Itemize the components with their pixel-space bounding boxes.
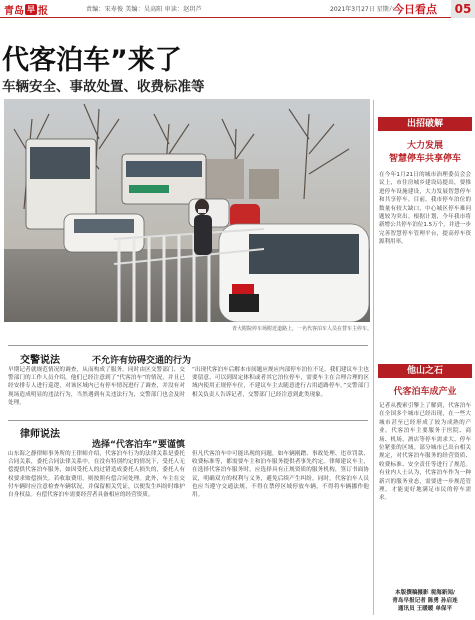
sidebar-head-examples: 他山之石 bbox=[378, 364, 472, 378]
news-photo bbox=[4, 99, 370, 322]
credits-line-2: 青岛早报记者 陈勇 孙启连 bbox=[392, 598, 458, 604]
section-tag-lawyer: 律师说法 bbox=[20, 429, 60, 440]
photo-caption: 青大附院停车场附近道路上，一名代客泊车人员在替车主停车。 bbox=[231, 326, 372, 332]
sidebar-text-1: 在今年1月21日的城市治理委员会会议上，市住房城乡建设局提出，要推进停车设施建设，大力发展智慧停车和共享停车。目前，我市停车泊位的数量有较大缺口，中心城区停车难问题较为突出。根据计划，今年我市将新增公共停车泊位1.5万个，并进一步完善智慧停车管理平台，提高停车资源利用率。 bbox=[379, 172, 471, 246]
body-text-traffic-col2: “出现代客泊车后解本市间题应规应内部停车泊位不足，我们建议车主也要留意，可以到固定体积或者其它泊位停车，需要车主在合理合理的区域内使用正规停车位，不建议车主去随意进行占用道路停车。”交警部门相关负责人告诉记者，交警部门已经注意到此类现象。 bbox=[192, 367, 369, 398]
street-parking-photo bbox=[4, 99, 370, 322]
article-subheadline: 车辆安全、事故处置、收费标准等 bbox=[2, 79, 205, 95]
newspaper-logo bbox=[4, 2, 48, 16]
sidebar-title-2: 代客泊车成产业 bbox=[393, 387, 457, 397]
sidebar-title-1a: 大力发展 bbox=[406, 141, 443, 151]
sidebar-head-solutions: 出招破解 bbox=[378, 117, 472, 131]
article-headline: 代客泊车”来了 bbox=[2, 45, 182, 76]
sidebar-text-2: 记者从搜索引擎上了解到，代客泊车在全国多个城市已经出现，在一些大城市甚至已经形成了较为成熟的产业。代客泊车主要服务于医院、商场、机场、酒店等停车需求大、停车位紧张的区域。部分城市已出台相关规定，对代客泊车服务的经营资质、收费标准、安全责任等进行了规范。有业内人士认为，代客泊车作为一种新兴的服务业态，需要进一步规范管理，才能更好地满足市民的停车需求。 bbox=[379, 403, 471, 502]
sidebar bbox=[375, 100, 475, 620]
section-divider bbox=[8, 420, 368, 421]
page-header bbox=[0, 0, 475, 18]
section-divider bbox=[8, 345, 368, 346]
body-text-traffic-col1: 早期记者就规范情况的调查，从而构成了服务。同时由区交警部门、交警部门的工作人员介绍，他们已经注意到了“代客泊车”的情况，并且已经安排专人进行巡逻，对该区域内已有停车情况进行了调查，并没有对现场造成明显的违法行为，当然遇到有关违法行为，交警部门也会及时处理。 bbox=[8, 367, 185, 406]
logo-badge: 早 bbox=[27, 4, 35, 14]
section-name: 今日看点 bbox=[393, 3, 437, 16]
section-title-traffic-police: 不允许有妨碍交通的行为 bbox=[92, 356, 192, 366]
credits-line-3: 通讯员 王暖暖 单保平 bbox=[397, 606, 453, 612]
body-text-lawyer-col1: 山东海之静律师事务所的王律师介绍，代客泊车行为的法律关系是委托合同关系，委托合同法律关系中，在没有特别约定的情况下，受托人无偿提供代客泊车服务，如因受托人的过错造成委托人损失的，委托人有权要求赔偿损失。若收取费用，则按照有偿合同处理。此外，车主在交付车辆时应注意检查车辆状况，并保留相关凭证，以便发生纠纷时维护自身权益。有偿代客泊车需要经营者具备相应的经营资质。 bbox=[8, 451, 185, 499]
section-title-lawyer: 选择“代客泊车”要谨慎 bbox=[92, 440, 185, 450]
logo-text-right: 报 bbox=[38, 5, 48, 17]
editor-credits: 责编：宋寿俊 美编：吴高阳 审读：赵玥芦 bbox=[86, 6, 202, 13]
issue-date: 2021年3月27日 星期六 bbox=[330, 6, 395, 13]
sidebar-title-1b: 智慧停车共享停车 bbox=[388, 154, 461, 164]
column-divider bbox=[373, 100, 374, 615]
credits-line-1: 本版撰稿摄影 观海新闻/ bbox=[395, 590, 455, 596]
body-text-lawyer-col2: 但凡代客泊车中可能出现的问题，如车辆剐蹭、事故处理、违章罚款、收费标准等，都需要车主和泊车服务提供者事先约定。律师建议车主，在选择代客泊车服务时，应选择具有正规资质的服务机构，签订书面协议，明确双方的权利与义务，避免后续产生纠纷。同时，代客泊车人员也应当遵守交通法规，不得在禁停区域停放车辆，不得将车辆挪作他用。 bbox=[192, 451, 369, 499]
section-tag-traffic-police: 交警说法 bbox=[20, 355, 60, 366]
logo-text-left: 青岛 bbox=[4, 5, 24, 17]
page-number: 05 bbox=[451, 0, 475, 18]
